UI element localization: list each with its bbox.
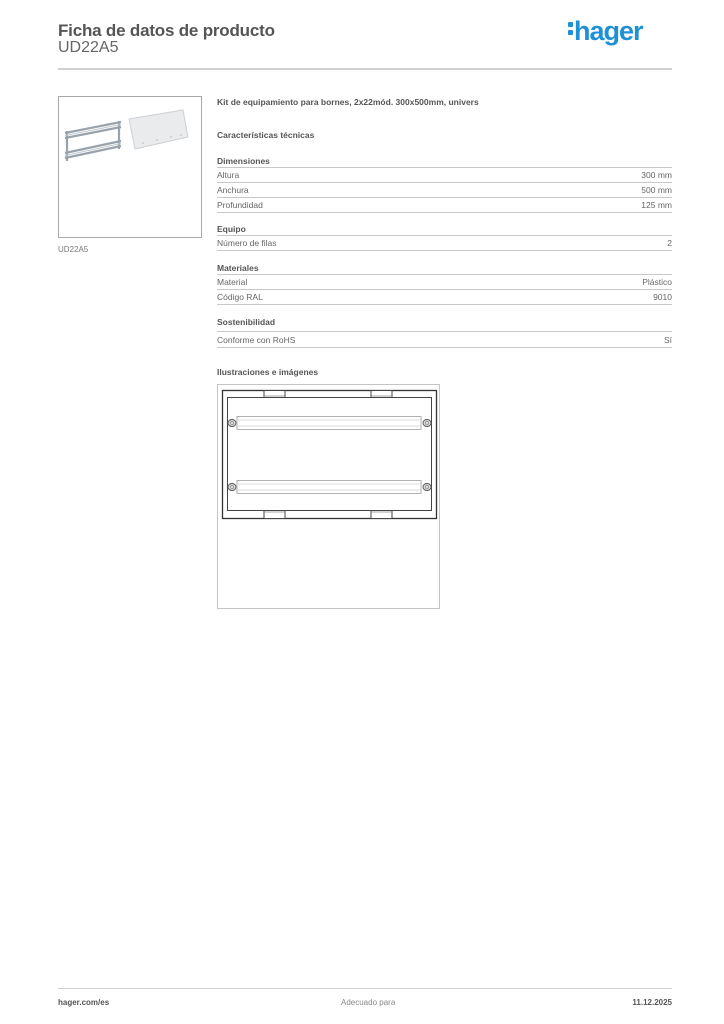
footer-center-text: Adecuado para [341,998,396,1007]
spec-value: 125 mm [641,200,672,210]
logo-colon-icon [568,19,574,38]
group-divider [217,331,672,332]
header-divider [58,68,672,70]
spec-label: Anchura [217,185,249,195]
spec-value: 500 mm [641,185,672,195]
page-title: Ficha de datos de producto [58,21,275,40]
group-title-materiales: Materiales [217,263,259,273]
product-description: Kit de equipamiento para bornes, 2x22mód. 300x500mm, univers [217,97,479,107]
spec-row-anchura [217,183,672,198]
group-title-sostenibilidad: Sostenibilidad [217,317,276,327]
section-title-illustrations: Ilustraciones e imágenes [217,367,319,377]
spec-label: Código RAL [217,292,263,302]
spec-value: 2 [667,238,672,248]
image-caption: UD22A5 [58,245,89,254]
product-image [58,96,202,238]
spec-value: Sí [663,335,672,345]
spec-row-material [217,275,672,290]
technical-drawing [217,384,440,609]
section-title-specs: Características técnicas [217,130,315,140]
spec-value: 9010 [653,292,672,302]
group-title-dimensiones: Dimensiones [217,156,270,166]
spec-value: Plástico [642,277,672,287]
spec-row-profundidad [217,198,672,213]
footer-website-link[interactable]: hager.com/es [58,998,110,1007]
spec-row-altura [217,168,672,183]
spec-label: Número de filas [217,238,277,248]
logo-text: hager [574,16,643,46]
product-photo-icon [59,97,201,237]
spec-label: Conforme con RoHS [217,335,296,345]
spec-label: Material [217,277,248,287]
product-code: UD22A5 [58,39,119,56]
footer-divider [58,988,672,989]
spec-row-rohs [217,333,672,348]
spec-row-numero-filas [217,236,672,251]
spec-label: Altura [217,170,240,180]
brand-logo [568,16,643,47]
spec-value: 300 mm [641,170,672,180]
spec-label: Profundidad [217,200,263,210]
footer-date: 11.12.2025 [632,998,672,1007]
enclosure-drawing-icon [218,385,439,608]
spec-row-codigo-ral [217,290,672,305]
group-title-equipo: Equipo [217,224,246,234]
